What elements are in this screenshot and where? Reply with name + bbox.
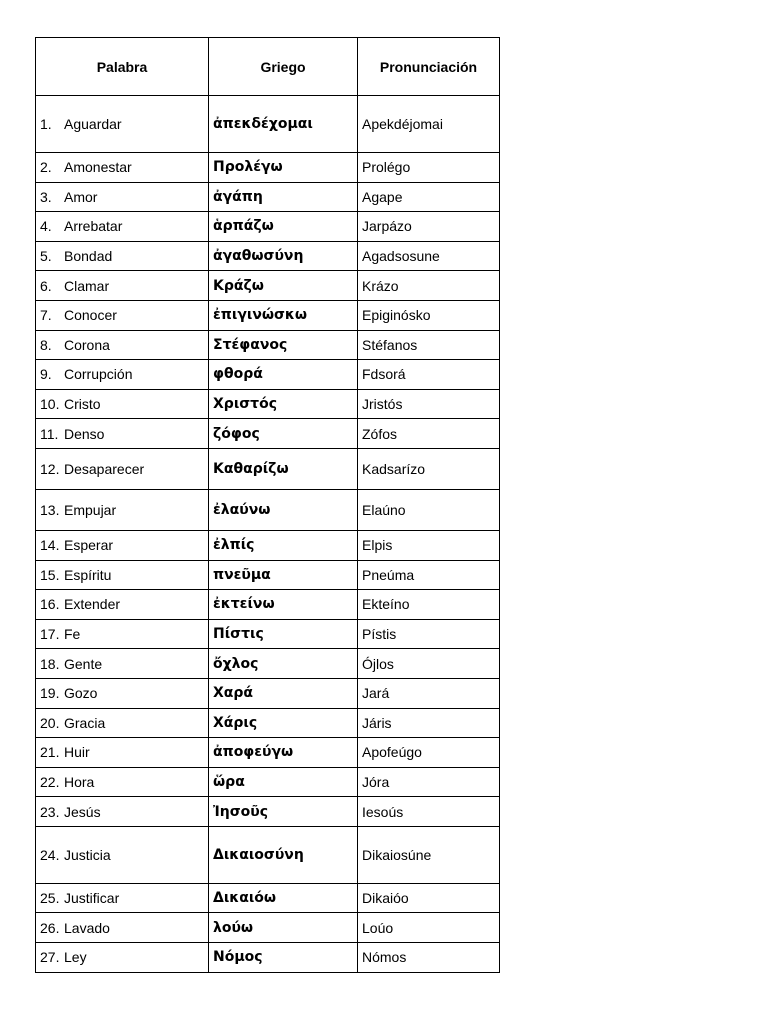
row-number: 1. bbox=[40, 116, 52, 132]
pronunciation-cell: Dikaióo bbox=[358, 883, 500, 913]
word-text: Denso bbox=[64, 425, 105, 442]
table-row bbox=[36, 708, 500, 738]
greek-cell: Κράζω bbox=[209, 271, 358, 301]
table-row bbox=[36, 530, 500, 560]
row-number: 19. bbox=[40, 685, 60, 702]
pronunciation-cell: Ekteíno bbox=[358, 590, 500, 620]
row-number: 18. bbox=[40, 655, 60, 672]
row-number: 3. bbox=[40, 188, 52, 205]
greek-cell: Χαρά bbox=[209, 678, 358, 708]
word-cell bbox=[36, 767, 209, 797]
row-number: 11. bbox=[40, 425, 59, 442]
table-row bbox=[36, 212, 500, 242]
row-number: 8. bbox=[40, 336, 52, 353]
row-number: 13. bbox=[40, 501, 60, 518]
table-row bbox=[36, 619, 500, 649]
pronunciation-cell: Ójlos bbox=[358, 649, 500, 679]
table-row bbox=[36, 300, 500, 330]
word-text: Desaparecer bbox=[64, 460, 145, 477]
pronunciation-cell: Pístis bbox=[358, 619, 500, 649]
word-cell bbox=[36, 678, 209, 708]
word-text: Arrebatar bbox=[64, 218, 123, 235]
table-row bbox=[36, 767, 500, 797]
word-cell bbox=[36, 738, 209, 768]
greek-cell: Ἰησοῦς bbox=[209, 797, 358, 827]
table-row bbox=[36, 560, 500, 590]
row-number: 25. bbox=[40, 890, 60, 907]
table-row bbox=[36, 678, 500, 708]
table-row bbox=[36, 448, 500, 489]
word-cell bbox=[36, 797, 209, 827]
word-cell bbox=[36, 590, 209, 620]
table-row bbox=[36, 330, 500, 360]
word-cell bbox=[36, 330, 209, 360]
word-cell bbox=[36, 389, 209, 419]
greek-cell: Χριστός bbox=[209, 389, 358, 419]
word-text: Aguardar bbox=[64, 116, 122, 132]
greek-cell: ἁρπάζω bbox=[209, 212, 358, 242]
pronunciation-cell: Apekdéjomai bbox=[358, 96, 500, 153]
greek-cell: πνεῦμα bbox=[209, 560, 358, 590]
greek-cell: Νόμος bbox=[209, 943, 358, 973]
table-row bbox=[36, 649, 500, 679]
word-text: Gente bbox=[64, 655, 103, 672]
word-text: Clamar bbox=[64, 277, 110, 294]
word-text: Justicia bbox=[64, 846, 111, 863]
greek-cell: φθορά bbox=[209, 360, 358, 390]
row-number: 24. bbox=[40, 846, 60, 863]
greek-cell: λούω bbox=[209, 913, 358, 943]
row-number: 5. bbox=[40, 248, 52, 265]
word-cell bbox=[36, 360, 209, 390]
word-text: Lavado bbox=[64, 919, 110, 936]
word-text: Espíritu bbox=[64, 566, 112, 583]
pronunciation-cell: Apofeúgo bbox=[358, 738, 500, 768]
pronunciation-cell: Loúo bbox=[358, 913, 500, 943]
word-text: Amor bbox=[64, 188, 98, 205]
word-cell bbox=[36, 943, 209, 973]
pronunciation-cell: Agadsosune bbox=[358, 241, 500, 271]
row-number: 15. bbox=[40, 566, 60, 583]
greek-cell: ἐκτείνω bbox=[209, 590, 358, 620]
vocabulary-table bbox=[35, 37, 500, 973]
word-text: Empujar bbox=[64, 501, 117, 518]
pronunciation-cell: Elpis bbox=[358, 530, 500, 560]
table-row bbox=[36, 271, 500, 301]
row-number: 16. bbox=[40, 596, 60, 613]
word-text: Corona bbox=[64, 336, 110, 353]
row-number: 20. bbox=[40, 714, 60, 731]
word-cell bbox=[36, 96, 209, 153]
word-text: Gozo bbox=[64, 685, 98, 702]
table-row bbox=[36, 153, 500, 183]
greek-cell: Πίστις bbox=[209, 619, 358, 649]
word-cell bbox=[36, 419, 209, 449]
word-cell bbox=[36, 560, 209, 590]
pronunciation-cell: Iesoús bbox=[358, 797, 500, 827]
header-pronunciacion: Pronunciación bbox=[358, 38, 500, 96]
row-number: 14. bbox=[40, 537, 60, 554]
greek-cell: ἐλπίς bbox=[209, 530, 358, 560]
greek-cell: ἐλαύνω bbox=[209, 489, 358, 530]
header-row bbox=[36, 38, 500, 96]
word-text: Jesús bbox=[64, 803, 101, 820]
word-cell bbox=[36, 182, 209, 212]
pronunciation-cell: Zófos bbox=[358, 419, 500, 449]
word-text: Amonestar bbox=[64, 159, 132, 176]
word-cell bbox=[36, 913, 209, 943]
table-row bbox=[36, 389, 500, 419]
word-text: Fe bbox=[64, 626, 81, 643]
row-number: 7. bbox=[40, 307, 52, 324]
word-cell bbox=[36, 212, 209, 242]
word-cell bbox=[36, 826, 209, 883]
pronunciation-cell: Stéfanos bbox=[358, 330, 500, 360]
row-number: 22. bbox=[40, 773, 60, 790]
greek-cell: ἀπεκδέχομαι bbox=[209, 96, 358, 153]
table-row bbox=[36, 96, 500, 153]
table-row bbox=[36, 826, 500, 883]
greek-cell: Χάρις bbox=[209, 708, 358, 738]
row-number: 23. bbox=[40, 803, 60, 820]
greek-cell: Δικαιοσύνη bbox=[209, 826, 358, 883]
pronunciation-cell: Elaúno bbox=[358, 489, 500, 530]
word-text: Cristo bbox=[64, 396, 101, 413]
pronunciation-cell: Dikaiosúne bbox=[358, 826, 500, 883]
table-row bbox=[36, 797, 500, 827]
word-text: Esperar bbox=[64, 537, 114, 554]
word-text: Bondad bbox=[64, 248, 113, 265]
greek-cell: Στέφανος bbox=[209, 330, 358, 360]
row-number: 21. bbox=[40, 744, 60, 761]
table-row bbox=[36, 943, 500, 973]
row-number: 17. bbox=[40, 626, 60, 643]
table-row bbox=[36, 241, 500, 271]
table-row bbox=[36, 182, 500, 212]
word-text: Justificar bbox=[64, 890, 120, 907]
word-text: Huir bbox=[64, 744, 90, 761]
word-cell bbox=[36, 883, 209, 913]
word-text: Conocer bbox=[64, 307, 117, 324]
word-cell bbox=[36, 448, 209, 489]
pronunciation-cell: Jarpázo bbox=[358, 212, 500, 242]
pronunciation-cell: Nómos bbox=[358, 943, 500, 973]
word-text: Extender bbox=[64, 596, 121, 613]
greek-cell: ὄχλος bbox=[209, 649, 358, 679]
row-number: 9. bbox=[40, 366, 52, 383]
row-number: 2. bbox=[40, 159, 52, 176]
table-row bbox=[36, 489, 500, 530]
greek-cell: ἀγαθωσύνη bbox=[209, 241, 358, 271]
greek-cell: ἐπιγινώσκω bbox=[209, 300, 358, 330]
table-row bbox=[36, 360, 500, 390]
pronunciation-cell: Krázo bbox=[358, 271, 500, 301]
table-row bbox=[36, 883, 500, 913]
pronunciation-cell: Jóra bbox=[358, 767, 500, 797]
pronunciation-cell: Fdsorá bbox=[358, 360, 500, 390]
greek-cell: ἀποφεύγω bbox=[209, 738, 358, 768]
word-text: Gracia bbox=[64, 714, 106, 731]
pronunciation-cell: Járis bbox=[358, 708, 500, 738]
word-cell bbox=[36, 619, 209, 649]
table-row bbox=[36, 590, 500, 620]
word-text: Corrupción bbox=[64, 366, 133, 383]
pronunciation-cell: Prolégo bbox=[358, 153, 500, 183]
word-cell bbox=[36, 530, 209, 560]
header-palabra: Palabra bbox=[36, 38, 209, 96]
row-number: 26. bbox=[40, 919, 60, 936]
greek-cell: ὥρα bbox=[209, 767, 358, 797]
row-number: 12. bbox=[40, 460, 60, 477]
word-cell bbox=[36, 153, 209, 183]
pronunciation-cell: Pneúma bbox=[358, 560, 500, 590]
pronunciation-cell: Epiginósko bbox=[358, 300, 500, 330]
greek-cell: ζόφος bbox=[209, 419, 358, 449]
word-cell bbox=[36, 489, 209, 530]
header-griego: Griego bbox=[209, 38, 358, 96]
row-number: 6. bbox=[40, 277, 52, 294]
greek-cell: Καθαρίζω bbox=[209, 448, 358, 489]
row-number: 4. bbox=[40, 218, 52, 235]
row-number: 27. bbox=[40, 949, 60, 966]
table-row bbox=[36, 419, 500, 449]
word-cell bbox=[36, 241, 209, 271]
pronunciation-cell: Agape bbox=[358, 182, 500, 212]
word-cell bbox=[36, 300, 209, 330]
row-number: 10. bbox=[40, 396, 60, 413]
pronunciation-cell: Jristós bbox=[358, 389, 500, 419]
greek-cell: ἀγάπη bbox=[209, 182, 358, 212]
word-cell bbox=[36, 708, 209, 738]
greek-cell: Δικαιόω bbox=[209, 883, 358, 913]
greek-cell: Προλέγω bbox=[209, 153, 358, 183]
word-text: Hora bbox=[64, 773, 95, 790]
pronunciation-cell: Jará bbox=[358, 678, 500, 708]
word-cell bbox=[36, 649, 209, 679]
pronunciation-cell: Kadsarízo bbox=[358, 448, 500, 489]
table-row bbox=[36, 913, 500, 943]
table-row bbox=[36, 738, 500, 768]
word-text: Ley bbox=[64, 949, 87, 966]
word-cell bbox=[36, 271, 209, 301]
